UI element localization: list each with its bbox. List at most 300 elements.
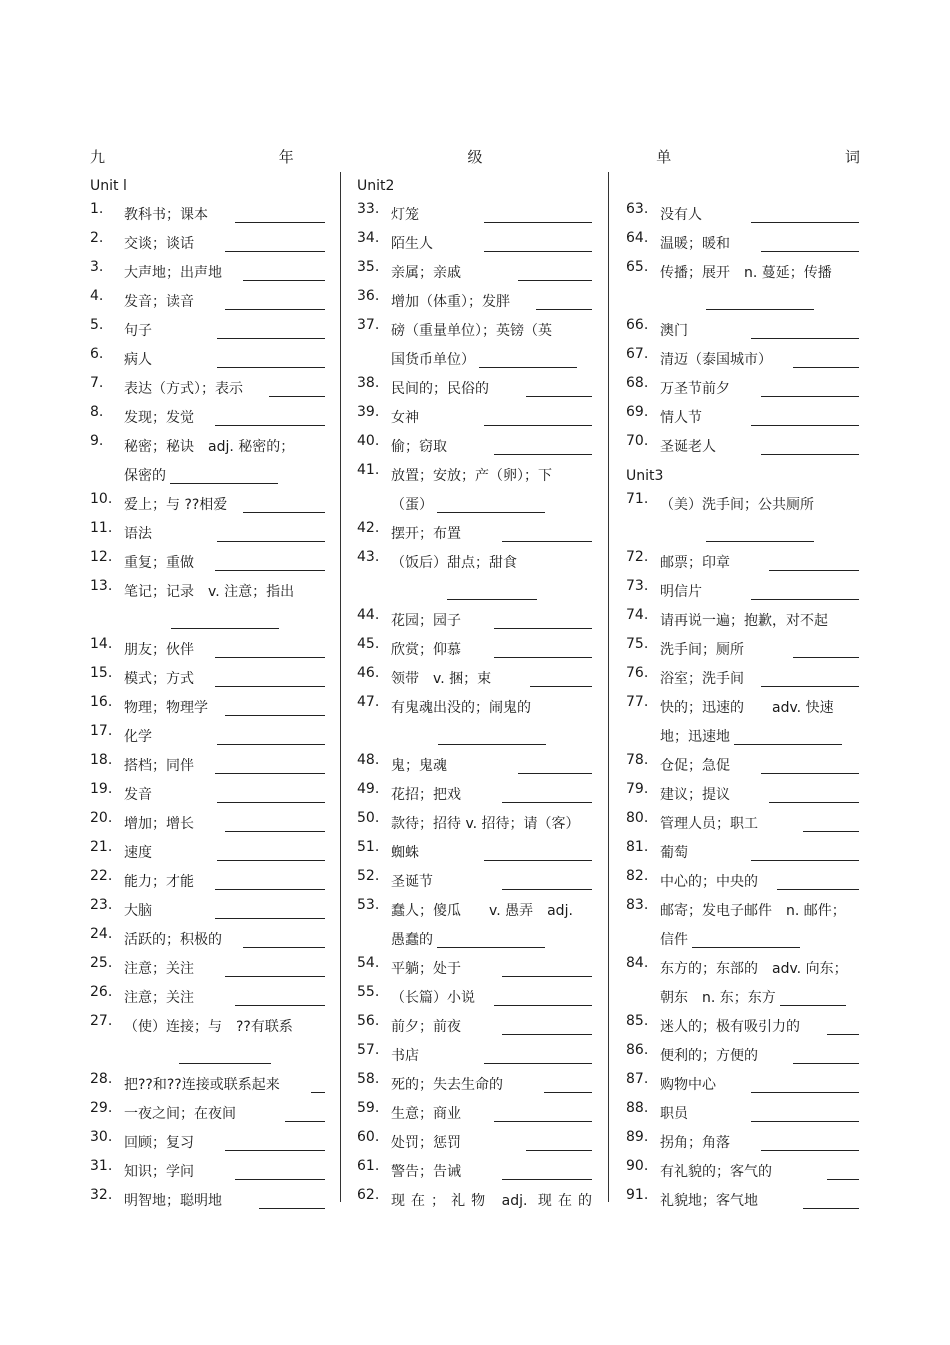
vocab-entry [357, 897, 592, 955]
blank-area [419, 1062, 592, 1071]
answer-blank[interactable] [751, 1091, 859, 1093]
entry-line [391, 375, 592, 404]
answer-blank[interactable] [706, 540, 814, 542]
entry-line [391, 462, 592, 491]
entry-body [124, 1187, 325, 1216]
entry-line [660, 955, 859, 984]
entry-meaning: 平躺；处于 [391, 961, 461, 977]
entry-meaning: （美）洗手间；公共厕所 [660, 497, 814, 513]
answer-blank[interactable] [494, 453, 592, 455]
entry-meaning: 邮寄；发电子邮件 n. 邮件； [660, 903, 846, 919]
entry-body [124, 259, 325, 288]
entry-line [391, 897, 592, 926]
answer-blank[interactable] [217, 859, 325, 861]
entry-line [660, 1187, 859, 1216]
answer-blank[interactable] [259, 1207, 325, 1209]
answer-blank[interactable] [479, 366, 577, 368]
answer-blank[interactable] [171, 627, 279, 629]
answer-blank[interactable] [484, 424, 592, 426]
answer-blank[interactable] [484, 859, 592, 861]
vocab-entry [626, 1100, 859, 1129]
blank-area [152, 540, 325, 549]
entry-line [660, 375, 859, 404]
entry-line [391, 1129, 592, 1158]
blank-area [772, 366, 859, 375]
entry-line [660, 491, 859, 520]
vocab-entry [626, 433, 859, 462]
blank-line [660, 520, 859, 549]
blank-area [475, 1004, 592, 1013]
entry-number: 59. [357, 1100, 380, 1116]
answer-blank[interactable] [215, 917, 325, 919]
entry-line [391, 288, 592, 317]
entry-number: 30. [90, 1129, 113, 1145]
blank-area [688, 859, 859, 868]
blank-line [124, 607, 325, 636]
answer-blank[interactable] [793, 1062, 859, 1064]
entry-body [660, 636, 859, 665]
answer-blank[interactable] [217, 801, 325, 803]
answer-blank[interactable] [285, 1120, 325, 1122]
entry-meaning: 一夜之间；在夜间 [124, 1106, 236, 1122]
entry-line [660, 1100, 859, 1129]
entry-meaning: 葡萄 [660, 845, 688, 861]
entry-line [660, 810, 859, 839]
entry-number: 64. [626, 230, 649, 246]
vocab-entry [90, 549, 325, 578]
entry-meaning-cont: 信件 [660, 932, 688, 948]
answer-blank[interactable] [217, 337, 325, 339]
entry-body [391, 201, 592, 230]
entry-number: 44. [357, 607, 380, 623]
entry-number: 57. [357, 1042, 380, 1058]
entry-number: 20. [90, 810, 113, 826]
answer-blank[interactable] [217, 743, 325, 745]
answer-blank[interactable] [761, 395, 859, 397]
vocab-entry [90, 1100, 325, 1129]
entry-meaning: 表达（方式）；表示 [124, 381, 243, 397]
entry-line [124, 288, 325, 317]
answer-blank[interactable] [751, 424, 859, 426]
answer-blank[interactable] [536, 308, 592, 310]
entry-body [391, 1013, 592, 1042]
entry-body [391, 1129, 592, 1158]
entry-number: 85. [626, 1013, 649, 1029]
answer-blank[interactable] [225, 1149, 325, 1151]
blank-area [702, 424, 859, 433]
entry-meaning: 重复；重做 [124, 555, 194, 571]
answer-blank[interactable] [526, 395, 592, 397]
answer-blank[interactable] [225, 830, 325, 832]
answer-blank[interactable] [215, 888, 325, 890]
answer-blank[interactable] [502, 801, 592, 803]
entry-line [660, 752, 859, 781]
blank-area [461, 656, 592, 665]
entry-meaning: 发现；发觉 [124, 410, 194, 426]
answer-blank[interactable] [751, 221, 859, 223]
blank-area [716, 1091, 859, 1100]
entry-body [391, 665, 592, 694]
answer-blank[interactable] [502, 1178, 592, 1180]
blank-area [194, 569, 325, 578]
answer-blank[interactable] [518, 772, 592, 774]
blank-area [194, 888, 325, 897]
entry-number: 83. [626, 897, 649, 913]
entry-meaning: 速度 [124, 845, 152, 861]
answer-blank[interactable] [225, 714, 325, 716]
vocab-entry [626, 1187, 859, 1216]
vocab-entry [357, 636, 592, 665]
blank-area [227, 511, 325, 520]
answer-blank[interactable] [518, 279, 592, 281]
entry-body [391, 230, 592, 259]
answer-blank[interactable] [793, 656, 859, 658]
entry-meaning: 爱上；与 ??相爱 [124, 497, 228, 513]
blank-area [194, 1004, 325, 1013]
blank-area [758, 1062, 859, 1071]
entry-meaning: 发音 [124, 787, 152, 803]
entry-number: 90. [626, 1158, 649, 1174]
answer-blank[interactable] [502, 1033, 592, 1035]
blank-area [222, 1207, 325, 1216]
entry-number: 51. [357, 839, 380, 855]
entry-body [391, 636, 592, 665]
answer-blank[interactable] [215, 685, 325, 687]
entry-line [660, 781, 859, 810]
entry-body [391, 897, 592, 955]
blank-area [461, 801, 592, 810]
blank-area [758, 888, 859, 897]
title-char: 级 [467, 148, 483, 166]
answer-blank[interactable] [447, 598, 537, 600]
entry-body [660, 1129, 859, 1158]
answer-blank[interactable] [243, 511, 325, 513]
entry-line [124, 781, 325, 810]
answer-blank[interactable] [803, 1207, 859, 1209]
answer-blank[interactable] [502, 975, 592, 977]
vocab-entry [90, 375, 325, 404]
entry-body [391, 462, 592, 520]
entry-line [124, 694, 325, 723]
vocab-entry [626, 230, 859, 259]
answer-blank[interactable] [780, 1004, 846, 1006]
vocab-entry [357, 955, 592, 984]
vocab-entry [626, 665, 859, 694]
answer-blank[interactable] [170, 482, 278, 484]
blank-area [461, 975, 592, 984]
answer-blank[interactable] [494, 1120, 592, 1122]
blank-area [730, 1149, 859, 1158]
blank-area [475, 366, 592, 375]
answer-blank[interactable] [311, 1091, 325, 1093]
answer-blank[interactable] [225, 308, 325, 310]
answer-blank[interactable] [761, 685, 859, 687]
entry-meaning: 有鬼魂出没的；闹鬼的 [391, 700, 531, 716]
vocab-entry [90, 694, 325, 723]
answer-blank[interactable] [494, 1004, 592, 1006]
title-char: 单 [656, 148, 672, 166]
vocab-entry [626, 578, 859, 607]
answer-blank[interactable] [777, 888, 859, 890]
blank-area [194, 1178, 325, 1187]
answer-blank[interactable] [484, 1062, 592, 1064]
entry-line [660, 1071, 859, 1100]
entry-line [124, 1158, 325, 1187]
answer-blank[interactable] [494, 627, 592, 629]
entry-meaning: 病人 [124, 352, 152, 368]
answer-blank[interactable] [734, 743, 842, 745]
vocab-entry [357, 694, 592, 752]
entry-meaning: 磅（重量单位）；英镑（英 [391, 323, 552, 339]
answer-blank[interactable] [243, 279, 325, 281]
entry-meaning: 大声地；出声地 [124, 265, 222, 281]
entry-line [124, 868, 325, 897]
entry-meaning: 能力；才能 [124, 874, 194, 890]
entry-meaning: 语法 [124, 526, 152, 542]
entry-line [391, 781, 592, 810]
vocab-entry [357, 984, 592, 1013]
answer-blank[interactable] [217, 540, 325, 542]
vocab-entry [90, 1129, 325, 1158]
entry-meaning: 温暖；暖和 [660, 236, 730, 252]
blank-area [222, 279, 325, 288]
entry-body [660, 694, 859, 752]
answer-blank[interactable] [217, 366, 325, 368]
answer-blank[interactable] [803, 830, 859, 832]
title-char: 年 [278, 148, 294, 166]
entry-line [391, 520, 592, 549]
entry-line [660, 404, 859, 433]
entry-body [124, 549, 325, 578]
answer-blank[interactable] [502, 888, 592, 890]
answer-blank[interactable] [530, 685, 592, 687]
vocab-entry [357, 317, 592, 375]
entry-number: 91. [626, 1187, 649, 1203]
answer-blank[interactable] [215, 772, 325, 774]
answer-blank[interactable] [235, 221, 325, 223]
answer-blank[interactable] [544, 1091, 592, 1093]
blank-area [419, 859, 592, 868]
vocab-entry [357, 839, 592, 868]
answer-blank[interactable] [526, 1149, 592, 1151]
entry-number: 46. [357, 665, 380, 681]
answer-blank[interactable] [751, 598, 859, 600]
vocab-entry [90, 491, 325, 520]
blank-area [152, 801, 325, 810]
entry-meaning: 领带 v. 捆；束 [391, 671, 492, 687]
answer-blank[interactable] [761, 453, 859, 455]
blank-area [716, 453, 859, 462]
vocab-entry [626, 839, 859, 868]
answer-blank[interactable] [751, 337, 859, 339]
vocab-entry [626, 346, 859, 375]
blank-area [758, 1207, 859, 1216]
entry-meaning: 蜘蛛 [391, 845, 419, 861]
entry-body [660, 897, 859, 955]
answer-blank[interactable] [215, 424, 325, 426]
blank-area [702, 221, 859, 230]
entry-body [124, 1013, 325, 1071]
entry-number: 42. [357, 520, 380, 536]
entry-body [660, 346, 859, 375]
answer-blank[interactable] [243, 946, 325, 948]
entry-meaning: 知识；学问 [124, 1164, 194, 1180]
entry-number: 68. [626, 375, 649, 391]
blank-area [194, 1149, 325, 1158]
entry-number: 9. [90, 433, 104, 449]
answer-blank[interactable] [215, 569, 325, 571]
entry-line [660, 1129, 859, 1158]
vocab-entry [626, 1071, 859, 1100]
entry-body [660, 404, 859, 433]
entry-line [660, 839, 859, 868]
entry-line [391, 1100, 592, 1129]
entry-line [124, 839, 325, 868]
entry-number: 4. [90, 288, 104, 304]
entry-meaning: 快的；迅速的 adv. 快速 [660, 700, 834, 716]
vocab-entry [626, 868, 859, 897]
entry-body [660, 230, 859, 259]
vocab-entry [626, 259, 859, 317]
entry-number: 13. [90, 578, 113, 594]
answer-blank[interactable] [751, 859, 859, 861]
blank-area [730, 395, 859, 404]
answer-blank[interactable] [769, 569, 859, 571]
entry-number: 35. [357, 259, 380, 275]
answer-blank[interactable] [692, 946, 800, 948]
entry-meaning: 圣诞节 [391, 874, 433, 890]
entry-number: 22. [90, 868, 113, 884]
answer-blank[interactable] [751, 1120, 859, 1122]
vocab-entry [90, 404, 325, 433]
entry-meaning: 处罚；惩罚 [391, 1135, 461, 1151]
entry-meaning: 注意；关注 [124, 990, 194, 1006]
entry-body [124, 1129, 325, 1158]
entry-body [391, 1100, 592, 1129]
entry-body [660, 201, 859, 230]
entry-number: 48. [357, 752, 380, 768]
answer-blank[interactable] [269, 395, 325, 397]
answer-blank[interactable] [437, 511, 545, 513]
answer-blank[interactable] [438, 743, 546, 745]
answer-blank[interactable] [761, 1149, 859, 1151]
entry-body [660, 1013, 859, 1042]
entry-meaning: 搭档；同伴 [124, 758, 194, 774]
column-unit2 [357, 172, 592, 1216]
answer-blank[interactable] [235, 1178, 325, 1180]
entry-meaning: （长篇）小说 [391, 990, 475, 1006]
answer-blank[interactable] [179, 1062, 271, 1064]
entry-line [124, 636, 325, 665]
blank-area [243, 395, 325, 404]
entry-number: 76. [626, 665, 649, 681]
answer-blank[interactable] [706, 308, 814, 310]
entry-meaning: 圣诞老人 [660, 439, 716, 455]
entry-body [124, 404, 325, 433]
answer-blank[interactable] [484, 250, 592, 252]
entry-line [391, 491, 592, 520]
unit-heading: Unit3 [626, 468, 664, 484]
entry-meaning-cont: 朝东 n. 东；东方 [660, 990, 776, 1006]
entry-number: 32. [90, 1187, 113, 1203]
entry-meaning: 陌生人 [391, 236, 433, 252]
answer-blank[interactable] [769, 801, 859, 803]
entry-number: 78. [626, 752, 649, 768]
vocab-entry [626, 491, 859, 549]
entry-body [124, 201, 325, 230]
answer-blank[interactable] [761, 250, 859, 252]
answer-blank[interactable] [502, 540, 592, 542]
entry-meaning: 生意；商业 [391, 1106, 461, 1122]
entry-number: 8. [90, 404, 104, 420]
entry-meaning: 增加（体重）；发胖 [391, 294, 510, 310]
entry-meaning-cont: （蛋） [391, 497, 433, 513]
vocab-entry [626, 404, 859, 433]
answer-blank[interactable] [235, 1004, 325, 1006]
vocab-entry [90, 346, 325, 375]
answer-blank[interactable] [225, 975, 325, 977]
entry-body [391, 288, 592, 317]
answer-blank[interactable] [793, 366, 859, 368]
entry-meaning: 交谈；谈话 [124, 236, 194, 252]
entry-meaning-cont: 保密的 [124, 468, 166, 484]
entry-body [391, 520, 592, 549]
entry-meaning: 死的；失去生命的 [391, 1077, 503, 1093]
vocab-entry [357, 259, 592, 288]
answer-blank[interactable] [215, 656, 325, 658]
answer-blank[interactable] [225, 250, 325, 252]
entry-line [391, 926, 592, 955]
vocab-entry [90, 636, 325, 665]
entry-body [124, 752, 325, 781]
blank-area [419, 221, 592, 230]
entry-number: 66. [626, 317, 649, 333]
entry-body [391, 839, 592, 868]
entry-meaning: 教科书；课本 [124, 207, 208, 223]
answer-blank[interactable] [761, 772, 859, 774]
entry-meaning: 传播；展开 n. 蔓延；传播 [660, 265, 832, 281]
column-unit1 [90, 172, 325, 1216]
entry-body [660, 433, 859, 462]
entry-body [660, 955, 859, 1013]
blank-area [489, 395, 592, 404]
answer-blank[interactable] [827, 1178, 859, 1180]
blank-area [152, 917, 325, 926]
blank-area [152, 337, 325, 346]
entry-number: 56. [357, 1013, 380, 1029]
entry-number: 12. [90, 549, 113, 565]
entry-body [124, 520, 325, 549]
answer-blank[interactable] [484, 221, 592, 223]
blank-area [447, 453, 592, 462]
blank-area [461, 1033, 592, 1042]
entry-line [391, 549, 592, 578]
blank-area [503, 1091, 592, 1100]
entry-number: 10. [90, 491, 113, 507]
answer-blank[interactable] [827, 1033, 859, 1035]
entry-line [124, 1187, 325, 1216]
entry-number: 58. [357, 1071, 380, 1087]
blank-area [194, 975, 325, 984]
entry-body [124, 317, 325, 346]
blank-area [730, 569, 859, 578]
entry-line [660, 230, 859, 259]
answer-blank[interactable] [437, 946, 545, 948]
entry-number: 84. [626, 955, 649, 971]
entry-line [391, 984, 592, 1013]
vocab-entry [626, 1158, 859, 1187]
answer-blank[interactable] [494, 656, 592, 658]
